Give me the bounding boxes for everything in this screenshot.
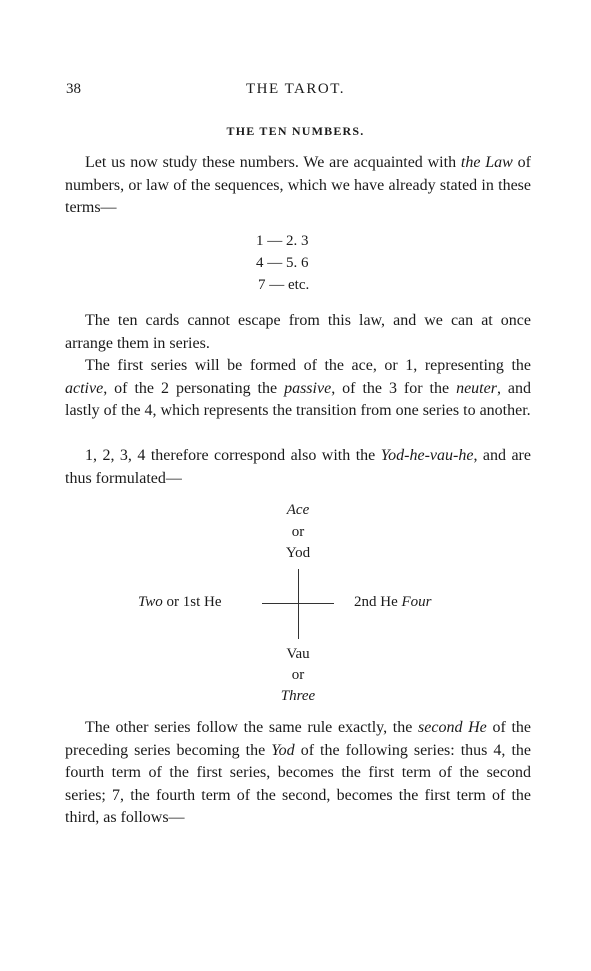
p3-segment-3: passive	[284, 379, 332, 397]
diagram-right-italic: Four	[401, 594, 432, 610]
paragraph-5	[65, 717, 531, 830]
p5-segment-1: second He	[418, 719, 487, 736]
diagram-left-text: or 1st He	[162, 594, 222, 610]
diagram-top-yod: Yod	[285, 545, 311, 561]
p1-segment-2: of numbers, or law of the sequences, which we have already stated in these terms—	[65, 154, 532, 216]
p5-segment-0: The other series follow the same rule exactly, the	[85, 719, 419, 736]
p5-segment-4: of the following series: thus 4, the fourth term of the first series, becomes the first term of the second series; 7, the fourth term of the second, becomes the first term of the third, as follows—	[65, 741, 531, 826]
p1-segment-1: the Law	[460, 154, 513, 171]
p3-segment-5: neuter	[456, 379, 497, 397]
p4-segment-1: Yod-he-vau-he	[380, 447, 474, 464]
p4-segment-0: 1, 2, 3, 4 therefore correspond also with the	[85, 447, 381, 464]
diagram-vertical-line	[298, 569, 299, 639]
p3-segment-2: , of the 2 personating the	[103, 379, 285, 397]
p5-segment-2: of the preceding series becoming the	[65, 719, 532, 759]
p4-segment-2: , and are thus formulated—	[65, 447, 531, 487]
diagram-right-label	[354, 594, 432, 611]
paragraph-4	[65, 445, 531, 490]
p3-segment-4: , of the 3 for the	[331, 379, 457, 397]
page-number: 38	[66, 81, 81, 97]
sequence-line-2: 4 — 5. 6	[256, 255, 309, 271]
diagram-top-ace: Ace	[286, 502, 310, 518]
diagram-bottom-vau: Vau	[286, 646, 310, 662]
paragraph-3	[65, 355, 531, 423]
p3-segment-1: active	[65, 379, 104, 397]
p3-segment-6: , and lastly of the 4, which represents the transition from one series to another.	[65, 379, 532, 419]
running-title: THE TAROT.	[245, 81, 346, 97]
sequence-line-1: 1 — 2. 3	[256, 233, 309, 249]
diagram-bottom-or: or	[291, 667, 305, 683]
paragraph-2	[65, 310, 531, 355]
diagram-bottom-three: Three	[280, 688, 316, 704]
diagram-top-or: or	[291, 524, 305, 540]
p3-segment-0: The first series will be formed of the ace, or 1, representing the	[85, 357, 531, 374]
section-title: THE TEN NUMBERS.	[226, 124, 365, 138]
p5-segment-3: Yod	[271, 741, 295, 759]
sequence-line-3: 7 — etc.	[258, 277, 310, 293]
p1-segment-0: Let us now study these numbers. We are acquainted with	[85, 154, 461, 171]
paragraph-1	[65, 152, 531, 220]
diagram-horizontal-line	[262, 603, 334, 604]
diagram-left-label	[138, 594, 221, 611]
p2-segment-0: The ten cards cannot escape from this law, and we can at once arrange them in series.	[65, 312, 531, 352]
diagram-left-italic: Two	[138, 594, 163, 610]
diagram-right-text: 2nd He	[354, 594, 402, 610]
